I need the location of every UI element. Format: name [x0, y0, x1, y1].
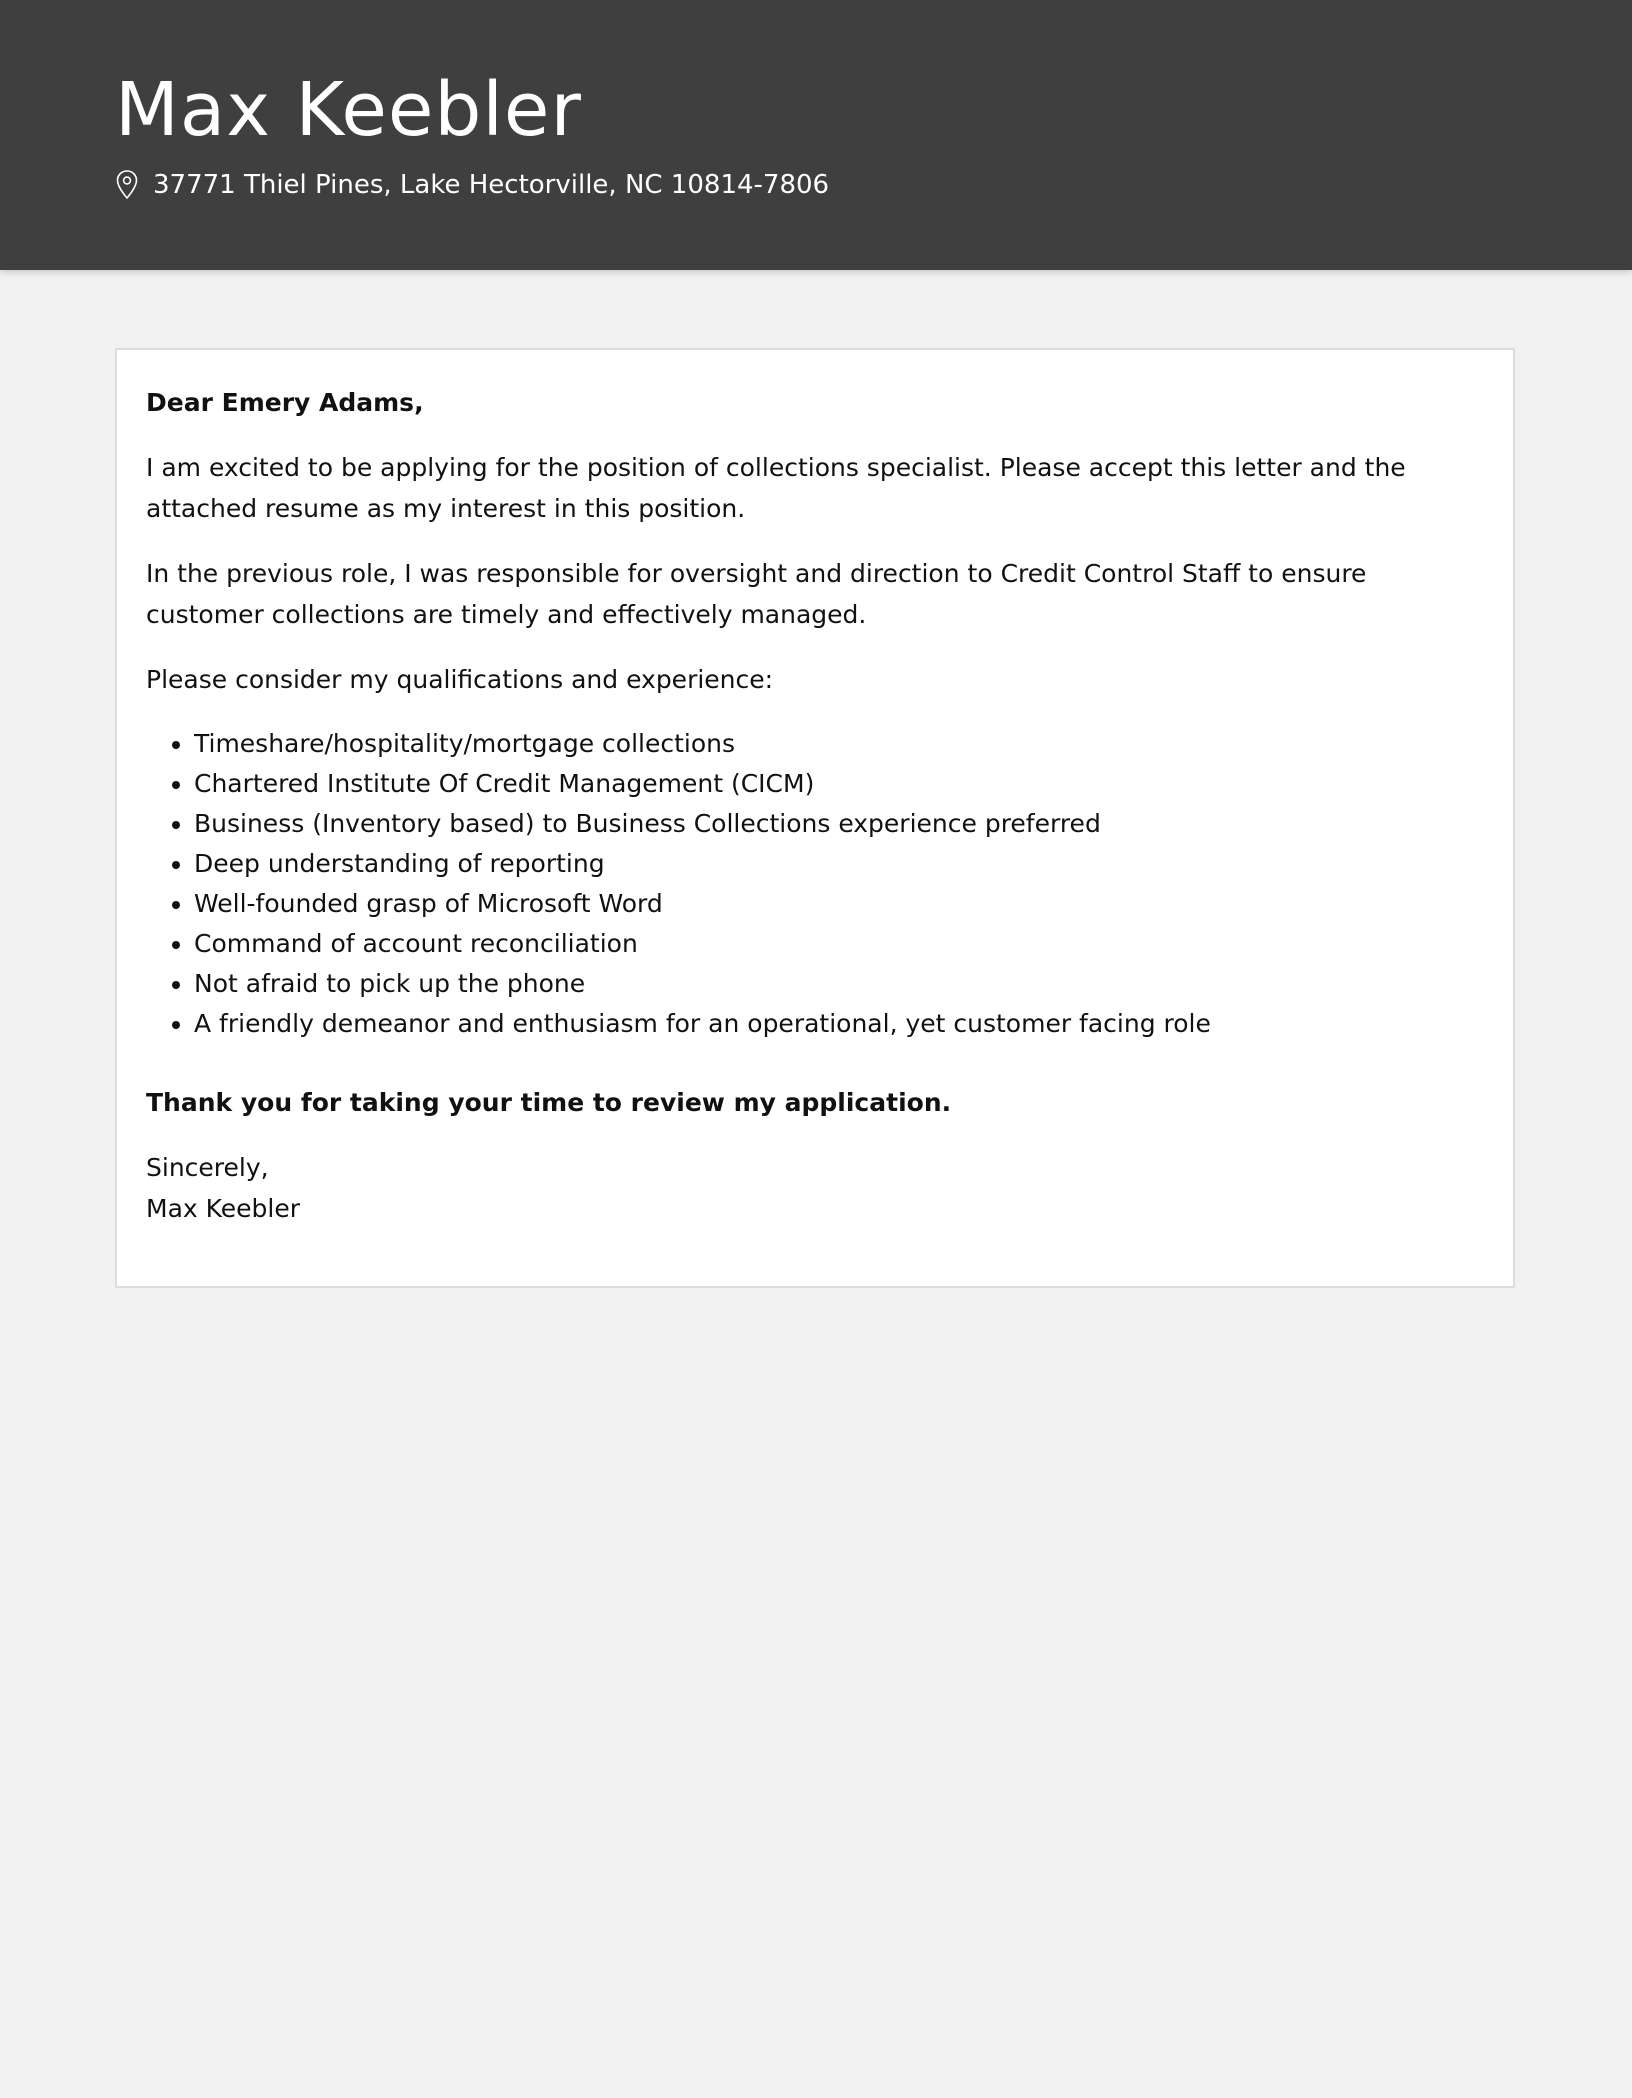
list-item: • Well-founded grasp of Microsoft Word	[194, 884, 1483, 924]
list-item: • Deep understanding of reporting	[194, 844, 1483, 884]
address-text: 37771 Thiel Pines, Lake Hectorville, NC 10814-7806	[153, 170, 830, 200]
address-line	[115, 164, 829, 206]
list-item: • Timeshare/hospitality/mortgage collections	[194, 724, 1483, 764]
map-pin-icon	[115, 169, 139, 201]
applicant-name: Max Keebler	[115, 67, 582, 153]
paragraph-qualifications-intro: Please consider my qualifications and experience:	[146, 665, 774, 694]
closing-thanks: Thank you for taking your time to review my application.	[146, 1088, 952, 1117]
paragraph-intro: I am excited to be applying for the position of collections specialist. Please accept this letter and the attached resume as my interest in this position.	[146, 453, 1406, 523]
signature: Max Keebler	[146, 1194, 301, 1223]
qualifications-list	[146, 724, 1483, 1044]
list-item: • Not afraid to pick up the phone	[194, 964, 1483, 1004]
salutation: Dear Emery Adams,	[146, 388, 424, 417]
signoff: Sincerely,	[146, 1153, 269, 1182]
letter-card	[115, 348, 1515, 1288]
list-item: • Business (Inventory based) to Business Collections experience preferred	[194, 804, 1483, 844]
list-item: • A friendly demeanor and enthusiasm for an operational, yet customer facing role	[194, 1004, 1483, 1044]
header-banner	[0, 0, 1632, 270]
list-item: • Command of account reconciliation	[194, 924, 1483, 964]
paragraph-experience: In the previous role, I was responsible for oversight and direction to Credit Control Staff to ensure customer collections are timely and effectively managed.	[146, 559, 1367, 629]
list-item: • Chartered Institute Of Credit Management (CICM)	[194, 764, 1483, 804]
